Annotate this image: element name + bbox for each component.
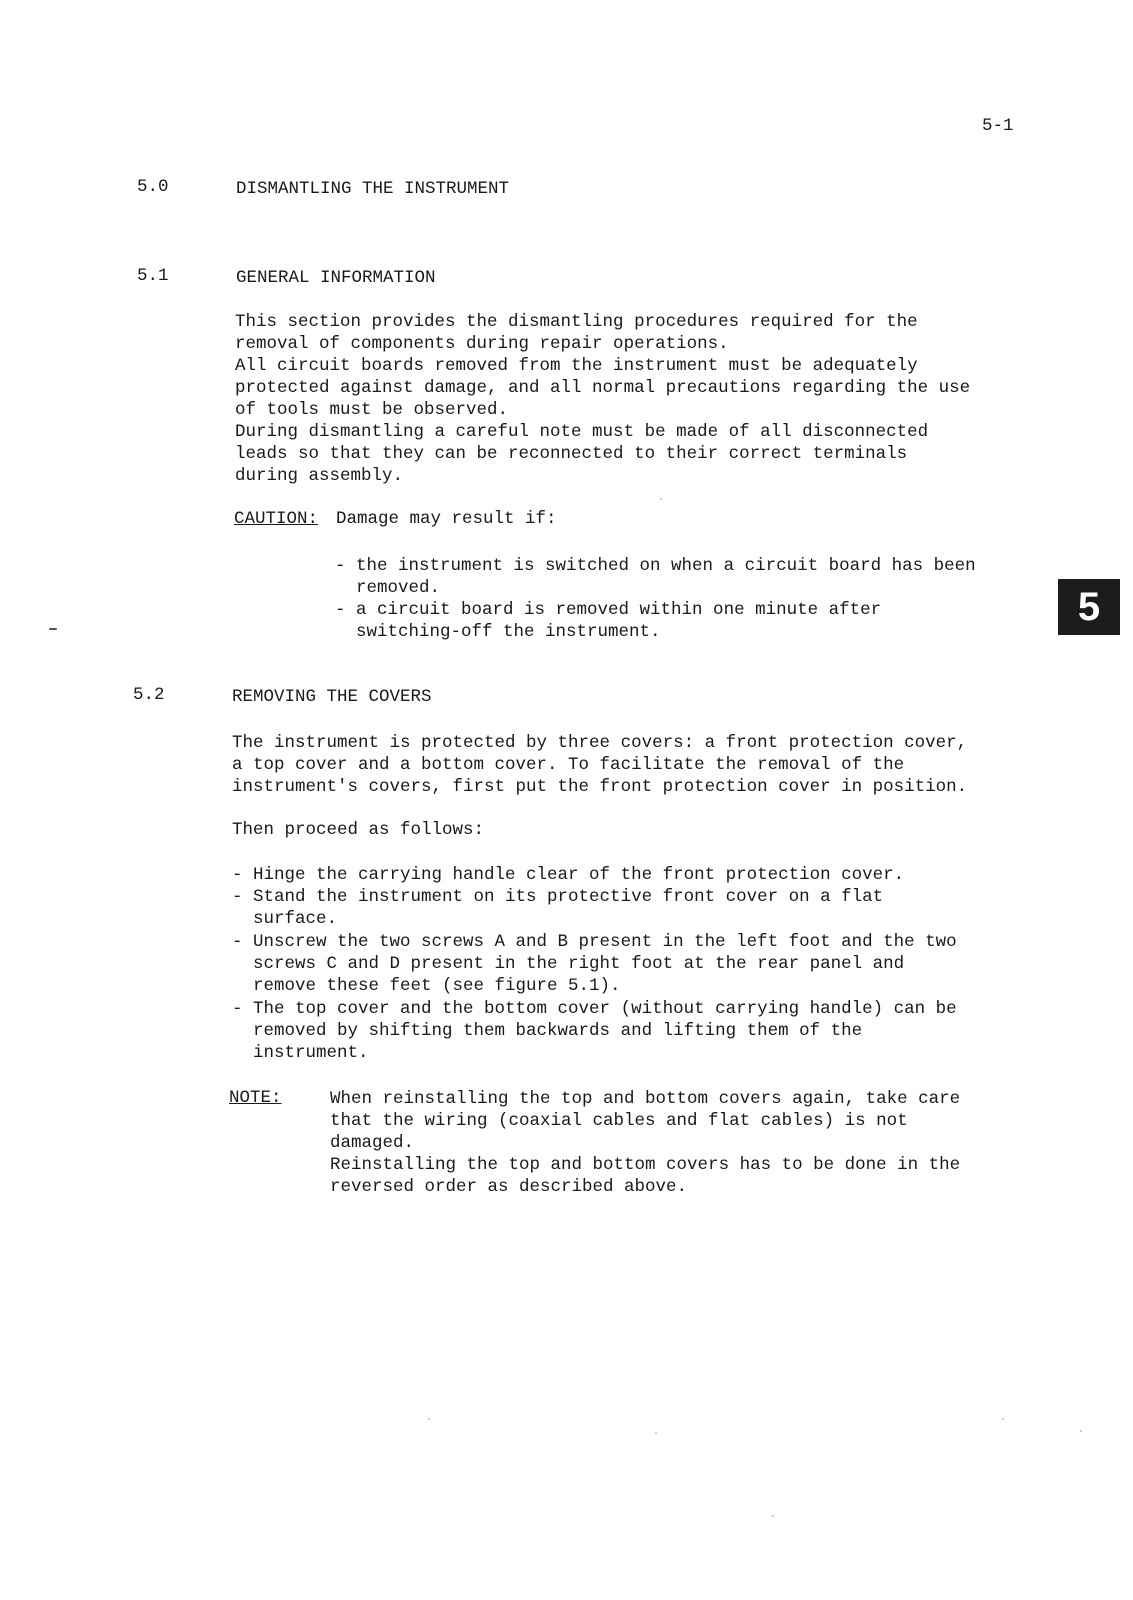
paragraph-line: a top cover and a bottom cover. To facilitate the removal of the xyxy=(232,755,905,775)
list-item: - Stand the instrument on its protective front cover on a flat xyxy=(232,887,884,907)
section-number-5-1: 5.1 xyxy=(137,266,169,286)
paragraph-line: The instrument is protected by three covers: a front protection cover, xyxy=(232,733,968,753)
chapter-tab: 5 xyxy=(1058,579,1120,635)
list-item: - the instrument is switched on when a circuit board has been xyxy=(335,556,976,576)
scan-speck xyxy=(428,1418,430,1420)
page-number: 5-1 xyxy=(982,116,1014,136)
caution-label: CAUTION: xyxy=(234,509,319,529)
note-line: damaged. xyxy=(330,1133,415,1153)
list-item: instrument. xyxy=(232,1043,369,1063)
section-number-5-2: 5.2 xyxy=(133,685,165,705)
paragraph-line: during assembly. xyxy=(235,466,404,486)
paragraph-line: protected against damage, and all normal precautions regarding the use xyxy=(235,378,971,398)
proceed-text: Then proceed as follows: xyxy=(232,820,485,840)
scan-speck xyxy=(772,1515,774,1517)
note-label: NOTE: xyxy=(229,1088,282,1108)
list-item: - Hinge the carrying handle clear of the front protection cover. xyxy=(232,865,905,885)
section-title-5-0: DISMANTLING THE INSTRUMENT xyxy=(236,179,510,199)
note-line: When reinstalling the top and bottom covers again, take care xyxy=(330,1089,961,1109)
scan-speck xyxy=(1002,1418,1004,1420)
section-number-5-0: 5.0 xyxy=(137,177,169,197)
list-item: screws C and D present in the right foot at the rear panel and xyxy=(232,954,905,974)
scan-speck xyxy=(660,498,662,500)
scan-mark xyxy=(49,628,57,630)
paragraph-line: During dismantling a careful note must be made of all disconnected xyxy=(235,422,929,442)
scan-speck xyxy=(655,1432,657,1434)
note-line: reversed order as described above. xyxy=(330,1177,688,1197)
list-item: surface. xyxy=(232,909,338,929)
note-line: that the wiring (coaxial cables and flat cables) is not xyxy=(330,1111,908,1131)
paragraph-line: of tools must be observed. xyxy=(235,400,509,420)
list-item: - a circuit board is removed within one minute after xyxy=(335,600,882,620)
paragraph-line: leads so that they can be reconnected to their correct terminals xyxy=(235,444,908,464)
list-item: switching-off the instrument. xyxy=(335,622,661,642)
paragraph-line: instrument's covers, first put the front protection cover in position. xyxy=(232,777,968,797)
caution-text: Damage may result if: xyxy=(336,509,557,529)
paragraph-line: removal of components during repair operations. xyxy=(235,334,729,354)
list-item: removed. xyxy=(335,578,441,598)
section-title-5-2: REMOVING THE COVERS xyxy=(232,687,432,707)
list-item: - Unscrew the two screws A and B present in the left foot and the two xyxy=(232,932,957,952)
paragraph-line: This section provides the dismantling procedures required for the xyxy=(235,312,918,332)
note-line: Reinstalling the top and bottom covers has to be done in the xyxy=(330,1155,961,1175)
list-item: remove these feet (see figure 5.1). xyxy=(232,976,621,996)
list-item: removed by shifting them backwards and lifting them of the xyxy=(232,1021,863,1041)
paragraph-line: All circuit boards removed from the instrument must be adequately xyxy=(235,356,918,376)
list-item: - The top cover and the bottom cover (without carrying handle) can be xyxy=(232,999,957,1019)
scan-speck xyxy=(1080,1430,1082,1432)
section-title-5-1: GENERAL INFORMATION xyxy=(236,268,436,288)
